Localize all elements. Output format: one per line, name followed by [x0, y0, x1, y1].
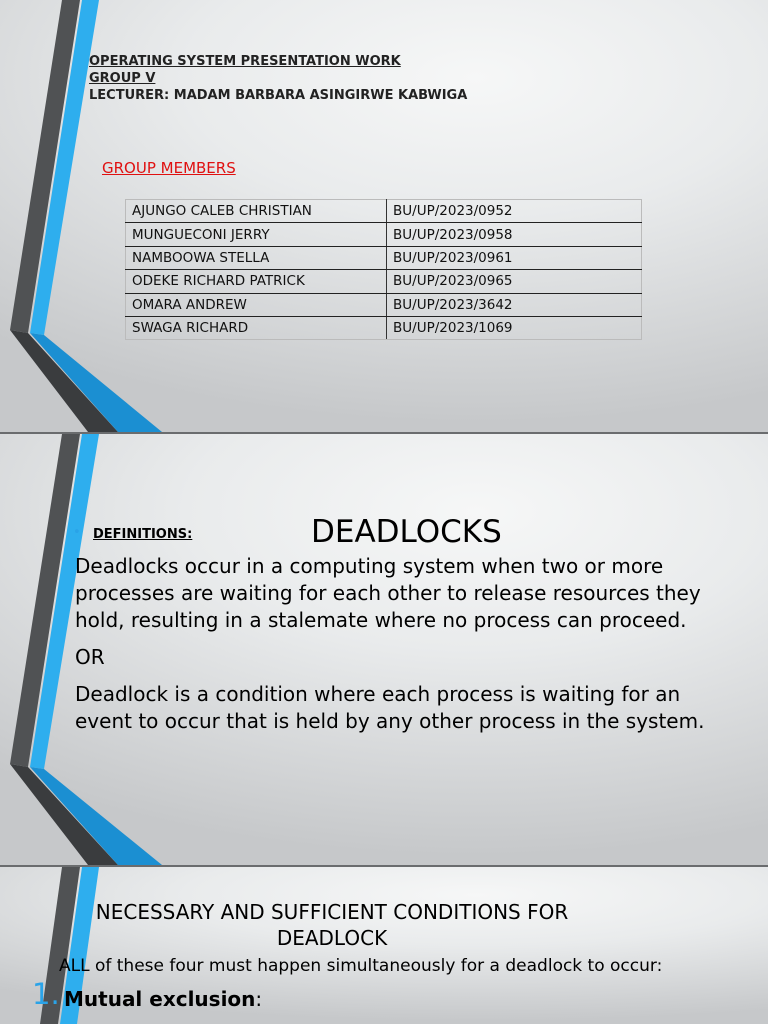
member-regno: BU/UP/2023/1069 — [387, 316, 642, 339]
definition-paragraph: Deadlocks occur in a computing system when two or more processes are waiting for each other to release resources they hold, resulting in a stalemate where no process can proceed. — [75, 554, 701, 632]
slide-title: NECESSARY AND SUFFICIENT CONDITIONS FOR DEADLOCK — [95, 900, 569, 950]
table-row — [126, 270, 642, 293]
group-name: GROUP V — [89, 71, 156, 86]
group-members-label: GROUP MEMBERS — [102, 159, 236, 177]
members-table — [125, 199, 642, 340]
condition-suffix: : — [255, 987, 263, 1011]
lecturer-name: LECTURER: MADAM BARBARA ASINGIRWE KABWIGA — [89, 88, 468, 103]
member-regno: BU/UP/2023/0961 — [387, 246, 642, 269]
condition-label: Mutual exclusion — [64, 987, 256, 1011]
member-regno: BU/UP/2023/0965 — [387, 270, 642, 293]
conditions-note: ALL of these four must happen simultaneously for a deadlock to occur: — [59, 956, 663, 976]
slide-header — [89, 53, 467, 104]
member-regno: BU/UP/2023/3642 — [387, 293, 642, 316]
or-separator: OR — [75, 645, 105, 669]
definition-paragraph: Deadlock is a condition where each process is waiting for an event to occur that is held by any other process in the system. — [75, 682, 705, 733]
table-row — [126, 316, 642, 339]
slide-1 — [0, 0, 768, 432]
slide-body — [75, 553, 715, 735]
list-item — [64, 987, 262, 1011]
list-number: 1. — [32, 977, 60, 1011]
member-name: NAMBOOWA STELLA — [126, 246, 387, 269]
definitions-label: DEFINITIONS: — [93, 527, 193, 542]
member-name: OMARA ANDREW — [126, 293, 387, 316]
member-name: AJUNGO CALEB CHRISTIAN — [126, 200, 387, 223]
slide-3 — [0, 867, 768, 1024]
member-name: MUNGUECONI JERRY — [126, 223, 387, 246]
member-regno: BU/UP/2023/0952 — [387, 200, 642, 223]
member-name: ODEKE RICHARD PATRICK — [126, 270, 387, 293]
table-row — [126, 293, 642, 316]
member-regno: BU/UP/2023/0958 — [387, 223, 642, 246]
member-name: SWAGA RICHARD — [126, 316, 387, 339]
slide-title: DEADLOCKS — [311, 514, 502, 550]
bullet-icon: • — [73, 525, 81, 540]
table-row — [126, 246, 642, 269]
table-row — [126, 223, 642, 246]
slide-2 — [0, 434, 768, 865]
table-row — [126, 200, 642, 223]
presentation-title: OPERATING SYSTEM PRESENTATION WORK — [89, 54, 401, 69]
